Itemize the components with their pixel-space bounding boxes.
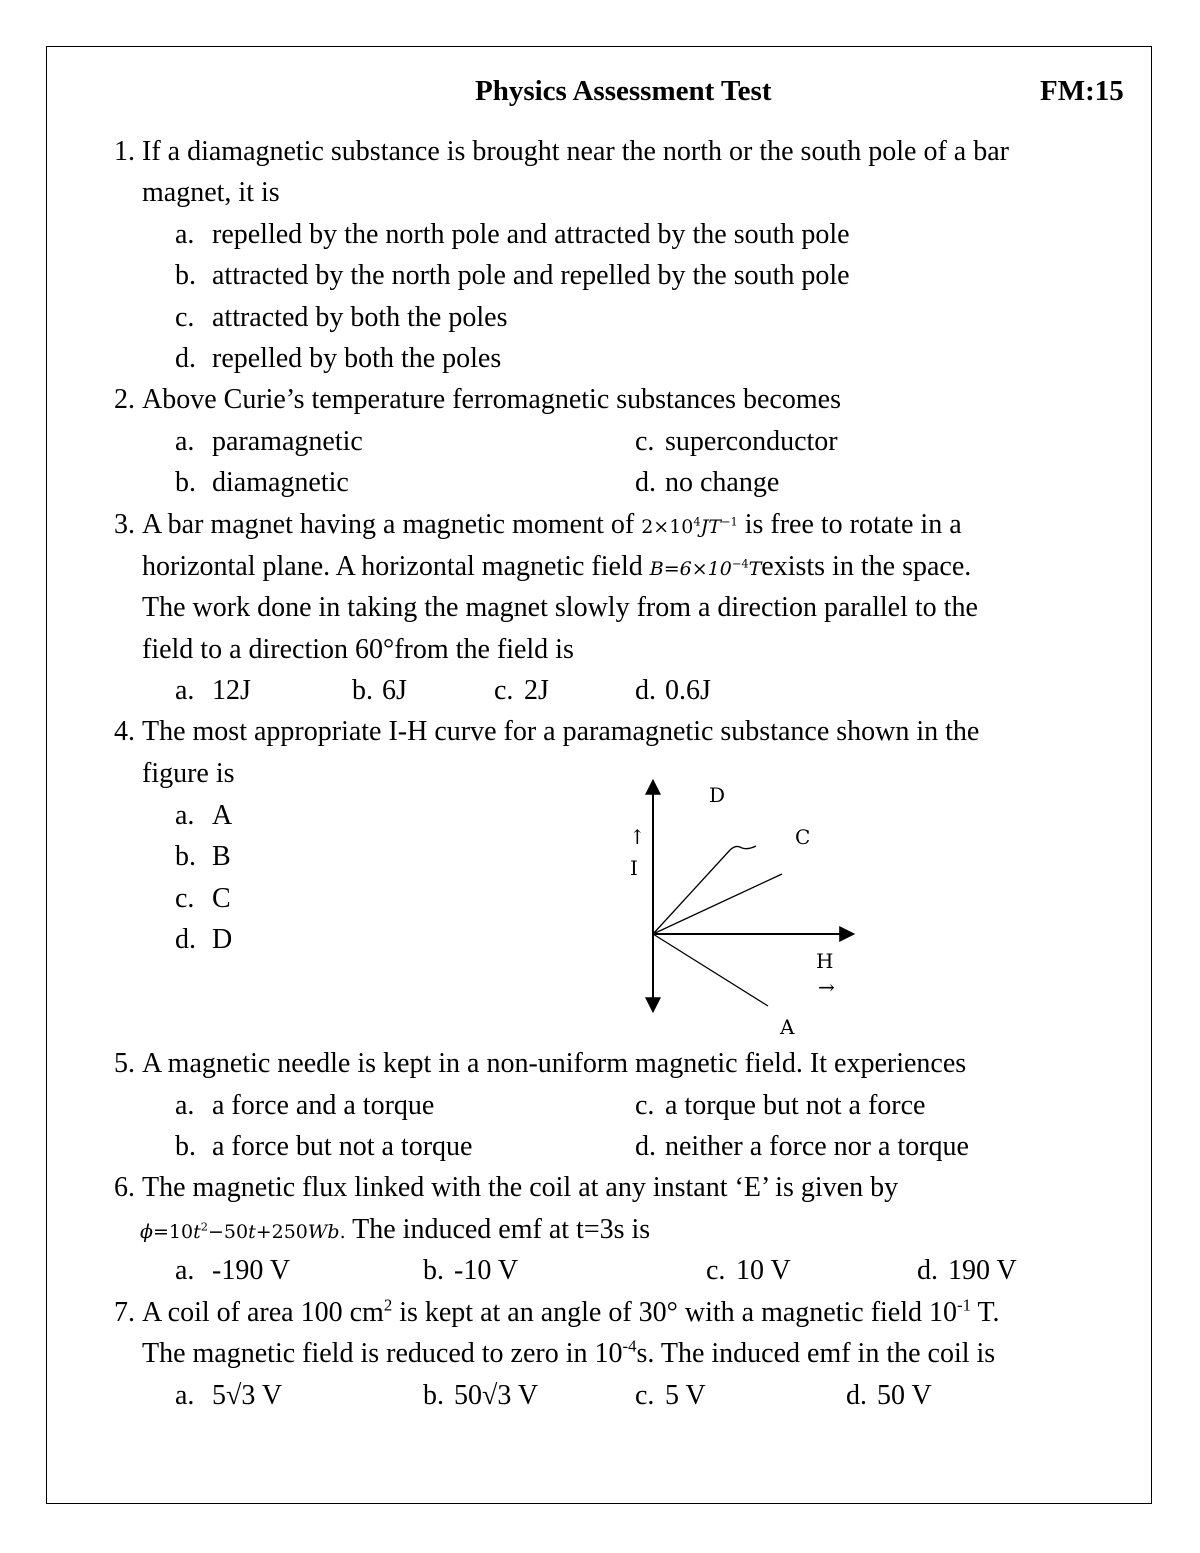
option-text: A <box>212 800 233 831</box>
question-number: 7. <box>114 1297 135 1328</box>
question-number: 4. <box>114 716 135 747</box>
curve-label-c: C <box>795 825 811 849</box>
option-text: repelled by both the poles <box>212 343 502 374</box>
option-label: d. <box>635 467 656 498</box>
curve-d <box>653 846 756 934</box>
option-label: a. <box>175 800 195 831</box>
option-text: superconductor <box>665 426 838 457</box>
option-label: c. <box>635 426 655 457</box>
option-label: a. <box>175 219 195 250</box>
option-text: no change <box>665 467 780 498</box>
option-label: b. <box>423 1255 444 1286</box>
question-number: 2. <box>114 384 135 415</box>
option-label: d. <box>917 1255 938 1286</box>
option-label: b. <box>423 1380 444 1411</box>
math-expression: $B=6\times 10^{-4}T$ <box>649 556 762 580</box>
option-text: 0.6J <box>665 675 711 706</box>
math-expression: $2\times 10^4JT^{-1}$ <box>641 514 738 538</box>
question-text: $\phi=10t^2-50t+250Wb$. The induced emf at t=3s is <box>140 1214 651 1245</box>
question-number: 5. <box>114 1048 135 1079</box>
option-text: 5 V <box>665 1380 706 1411</box>
option-label: a. <box>175 426 195 457</box>
question-text: horizontal plane. A horizontal magnetic field $B=6\times 10^{-4}Texists$ in the space. <box>142 551 972 582</box>
option-text: -10 V <box>454 1255 519 1286</box>
option-label: d. <box>175 924 196 955</box>
question-text: A magnetic needle is kept in a non-uniform magnetic field. It experiences <box>142 1048 967 1079</box>
question-text: If a diamagnetic substance is brought near the north or the south pole of a bar <box>142 136 1009 167</box>
option-text: diamagnetic <box>212 467 349 498</box>
option-text: 2J <box>524 675 549 706</box>
option-label: c. <box>175 302 195 333</box>
page-title: Physics Assessment Test <box>475 75 772 107</box>
y-axis-label: I <box>630 856 638 880</box>
question-text: Above Curie’s temperature ferromagnetic substances becomes <box>142 384 841 415</box>
y-axis-arrow: ↑ <box>629 825 646 849</box>
option-label: b. <box>175 841 196 872</box>
question-text: A coil of area 100 $cm^2$ is kept at an angle of 30° with a magnetic field $10^{-1}$ T. <box>142 1295 1000 1328</box>
option-text: D <box>212 924 233 955</box>
option-label: a. <box>175 1255 195 1286</box>
question-text: field to a direction 60°from the field is <box>142 634 574 665</box>
option-label: b. <box>175 467 196 498</box>
question-text: magnet, it is <box>142 177 280 208</box>
option-text: a torque but not a force <box>665 1090 926 1121</box>
question-number: 1. <box>114 136 135 167</box>
option-text: paramagnetic <box>212 426 363 457</box>
option-label: c. <box>494 675 514 706</box>
option-text: attracted by the north pole and repelled by the south pole <box>212 260 850 291</box>
option-label: b. <box>352 675 373 706</box>
option-label: b. <box>175 260 196 291</box>
question-number: 6. <box>114 1172 135 1203</box>
option-label: c. <box>175 883 195 914</box>
option-text: 6J <box>382 675 407 706</box>
option-text: 190 V <box>948 1255 1017 1286</box>
option-label: d. <box>846 1380 867 1411</box>
option-text: B <box>212 841 231 872</box>
question-text: figure is <box>142 758 235 789</box>
question-number: 3. <box>114 509 135 540</box>
option-label: d. <box>635 1131 656 1162</box>
option-label: b. <box>175 1131 196 1162</box>
option-text: -190 V <box>212 1255 291 1286</box>
option-text: neither a force nor a torque <box>665 1131 969 1162</box>
option-text: 12J <box>212 675 251 706</box>
question-text: The work done in taking the magnet slowly from a direction parallel to the <box>142 592 978 623</box>
question-text: The most appropriate I-H curve for a paramagnetic substance shown in the <box>142 716 980 747</box>
option-text: a force but not a torque <box>212 1131 473 1162</box>
option-label: a. <box>175 1380 195 1411</box>
option-text: 50 V <box>877 1380 932 1411</box>
question-text: The magnetic flux linked with the coil at any instant ‘E’ is given by <box>142 1172 899 1203</box>
curve-label-d: D <box>709 783 726 807</box>
flux-equation: $\phi=10t^2-50t+250Wb$. <box>140 1219 346 1243</box>
x-axis-label: H <box>816 949 834 973</box>
curve-c <box>653 874 782 934</box>
option-label: a. <box>175 675 195 706</box>
option-label: d. <box>175 343 196 374</box>
option-label: d. <box>635 675 656 706</box>
full-marks: FM:15 <box>1040 75 1124 107</box>
x-axis-arrow: → <box>818 975 835 999</box>
question-text: The magnetic field is reduced to zero in $10^{-4}s$. The induced emf in the coil is <box>142 1336 996 1369</box>
option-text: C <box>212 883 231 914</box>
option-label: c. <box>706 1255 726 1286</box>
option-text: a force and a torque <box>212 1090 435 1121</box>
option-text: 10 V <box>736 1255 791 1286</box>
option-text: repelled by the north pole and attracted by the south pole <box>212 219 850 250</box>
option-text: attracted by both the poles <box>212 302 508 333</box>
option-text: 50√3 V <box>454 1380 539 1411</box>
curve-label-a: A <box>780 1015 795 1039</box>
option-label: a. <box>175 1090 195 1121</box>
question-text: A bar magnet having a magnetic moment of $2\times 10^4JT^{-1}$ is free to rotate in a <box>142 509 962 540</box>
option-label: c. <box>635 1380 655 1411</box>
option-text: 5√3 V <box>212 1380 283 1411</box>
curve-a <box>653 934 768 1006</box>
option-label: c. <box>635 1090 655 1121</box>
